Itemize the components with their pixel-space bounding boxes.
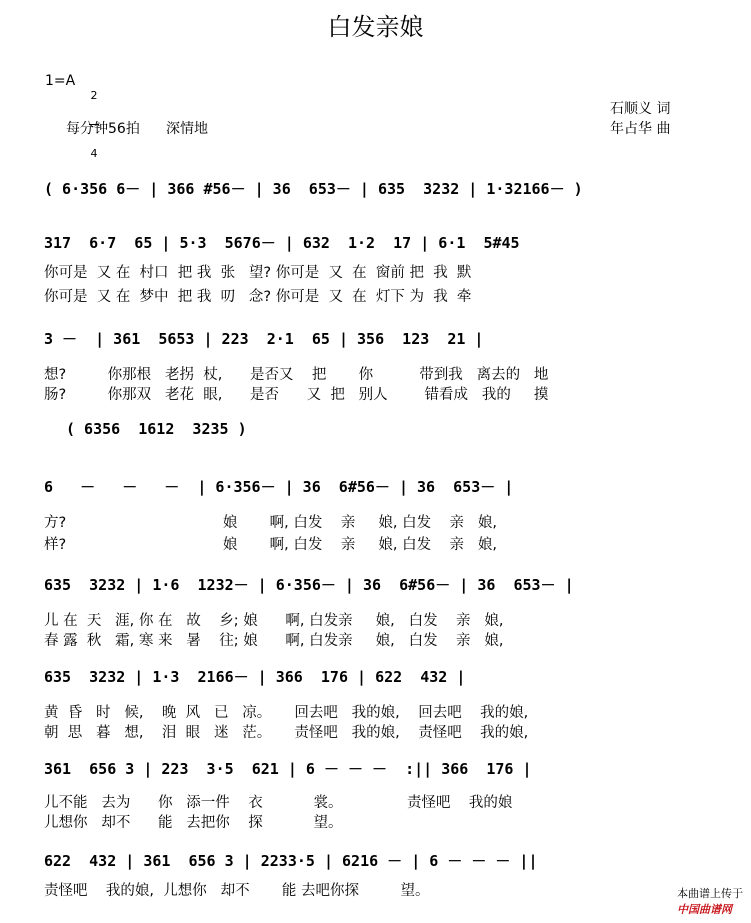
lyric-line-verse-1: 儿不能 去为 你 添一件 衣 裳。 责怪吧 我的娘 (44, 795, 513, 811)
lyric-line-verse-2: 儿想你 却不 能 去把你 探 望。 (44, 815, 343, 831)
notation-row: 622 432 | 361 656 3 | 2233·5 | 6216 － | 6 － － － || (44, 852, 538, 870)
lyric-line-verse-1: 黄 昏 时 候, 晚 风 已 凉。 回去吧 我的娘, 回去吧 我的娘, (44, 705, 529, 721)
expression-marking: 深情地 (166, 121, 208, 137)
lyric-line-verse-2: 朝 思 暮 想, 泪 眼 迷 茫。 责怪吧 我的娘, 责怪吧 我的娘, (44, 725, 529, 741)
notation-row: 635 3232 | 1·6 1232－ | 6·356－ | 36 6#56－ | 36 653－ | (44, 576, 574, 594)
lyric-line-verse-2: 样? 娘 啊, 白发 亲 娘, 白发 亲 娘, (44, 537, 497, 553)
composer-credit: 年占华 曲 (610, 121, 671, 137)
upload-credit-prefix: 本曲谱上传于 (677, 887, 743, 900)
time-signature-bottom: 4 (90, 147, 98, 160)
upload-credit (670, 872, 743, 917)
lyricist-credit: 石顺义 词 (610, 101, 671, 117)
lyric-line-verse-2: 春 露 秋 霜, 寒 来 暑 往; 娘 啊, 白发亲 娘, 白发 亲 娘, (44, 633, 504, 649)
notation-row: 361 656 3 | 223 3·5 621 | 6 － － － :|| 366 176 | (44, 760, 532, 778)
song-title: 白发亲娘 (327, 13, 424, 41)
lyric-line-verse-1: 你可是 又 在 村口 把 我 张 望? 你可是 又 在 窗前 把 我 默 (44, 265, 472, 281)
tempo: 每分钟56拍 (66, 121, 140, 137)
lyric-line-verse-1: 想? 你那根 老拐 杖, 是否又 把 你 带到我 离去的 地 (44, 367, 549, 383)
notation-row: 317 6·7 65 | 5·3 5676－ | 632 1·2 17 | 6·1 5#45 (44, 234, 520, 252)
notation-row: ( 6356 1612 3235 ) (66, 420, 247, 438)
site-logo: 中国曲谱网 (677, 903, 732, 916)
lyric-line-verse-1: 方? 娘 啊, 白发 亲 娘, 白发 亲 娘, (44, 515, 497, 531)
lyric-line-verse-1: 责怪吧 我的娘, 儿想你 却不 能 去吧你探 望。 (44, 883, 430, 899)
lyric-line-verse-1: 儿 在 天 涯, 你 在 故 乡; 娘 啊, 白发亲 娘, 白发 亲 娘, (44, 613, 504, 629)
time-signature-top: 2 (90, 89, 98, 102)
notation-row: 635 3232 | 1·3 2166－ | 366 176 | 622 432 | (44, 668, 466, 686)
lyric-line-verse-2: 肠? 你那双 老花 眼, 是否 又 把 别人 错看成 我的 摸 (44, 387, 549, 403)
notation-row: 6 － － － | 6·356－ | 36 6#56－ | 36 653－ | (44, 478, 514, 496)
key-signature: 1=A (45, 73, 76, 89)
time-signature (88, 68, 100, 170)
notation-row: ( 6·356 6－ | 366 #56－ | 36 653－ | 635 3232 | 1·32166－ ) (44, 180, 583, 198)
notation-row: 3 － | 361 5653 | 223 2·1 65 | 356 123 21 | (44, 330, 484, 348)
lyric-line-verse-2: 你可是 又 在 梦中 把 我 叨 念? 你可是 又 在 灯下 为 我 牵 (44, 289, 472, 305)
